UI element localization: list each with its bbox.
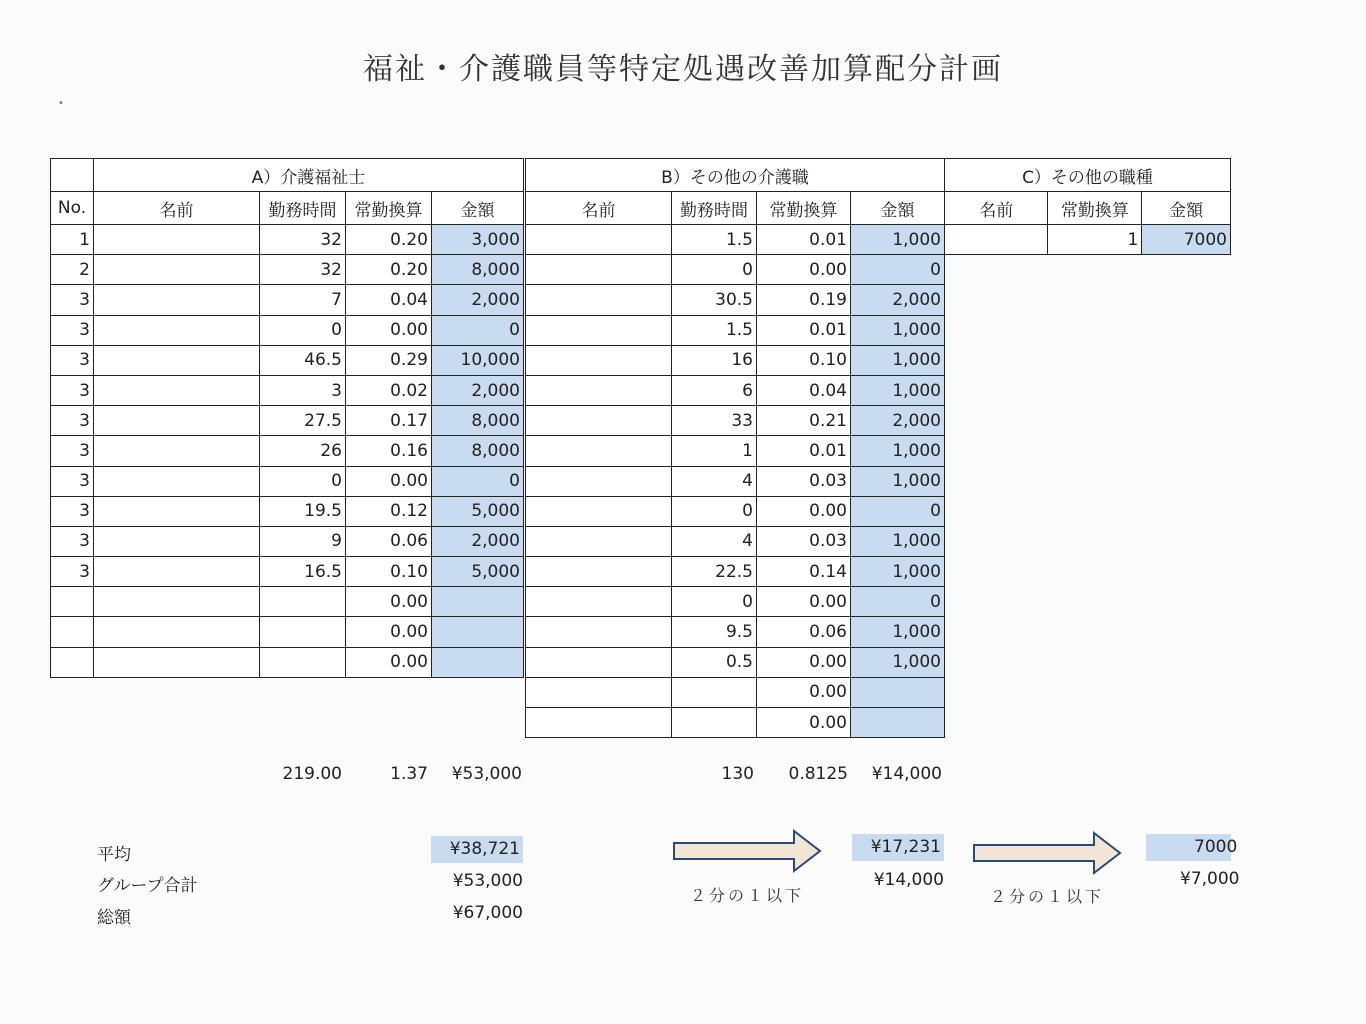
- group-total-label: グループ合計: [97, 876, 198, 896]
- amount-cell: 1,000: [851, 225, 945, 255]
- group-c-header: C）その他の職種: [945, 159, 1231, 192]
- row-no-cell: 3: [51, 466, 94, 496]
- amount-cell: 7000: [1142, 225, 1231, 255]
- group-b-average: ¥17,231: [852, 834, 944, 861]
- name-cell: [526, 466, 672, 496]
- table-row: [51, 315, 524, 345]
- name-cell: [526, 677, 672, 707]
- group-a-total-fte: 1.37: [390, 764, 428, 784]
- rule-ab-note: ２分の１以下: [690, 886, 805, 905]
- name-cell: [94, 315, 260, 345]
- hours-cell: 26: [260, 436, 346, 466]
- hours-cell: 9: [260, 526, 346, 556]
- arrow-right-icon: [672, 828, 824, 874]
- table-row: [51, 255, 524, 285]
- hours-cell: 0: [260, 466, 346, 496]
- col-name-header: 名前: [945, 192, 1048, 225]
- group-a-group-total: ¥53,000: [452, 871, 523, 891]
- group-b-group-total: ¥14,000: [873, 870, 944, 890]
- col-fte-header: 常勤換算: [346, 192, 432, 225]
- amount-cell: 1,000: [851, 436, 945, 466]
- group-c-average: 7000: [1146, 834, 1231, 861]
- table-row: [526, 406, 945, 436]
- table-row: [51, 557, 524, 587]
- fte-cell: 0.20: [346, 225, 432, 255]
- hours-cell: 0: [260, 315, 346, 345]
- name-cell: [94, 466, 260, 496]
- name-cell: [94, 406, 260, 436]
- table-row: [51, 375, 524, 405]
- table-row: [51, 647, 524, 677]
- group-a-table: [50, 158, 524, 678]
- hours-cell: 32: [260, 225, 346, 255]
- row-no-cell: 3: [51, 285, 94, 315]
- hours-cell: 1.5: [672, 315, 757, 345]
- name-cell: [94, 647, 260, 677]
- amount-cell: 1,000: [851, 617, 945, 647]
- amount-cell: 1,000: [851, 557, 945, 587]
- amount-cell: 8,000: [432, 436, 524, 466]
- name-cell: [94, 436, 260, 466]
- fte-cell: 0.12: [346, 496, 432, 526]
- row-no-cell: [51, 647, 94, 677]
- hours-cell: 30.5: [672, 285, 757, 315]
- page-title: 福祉・介護職員等特定処遇改善加算配分計画: [363, 52, 1003, 87]
- table-row: [526, 557, 945, 587]
- fte-cell: 0.00: [757, 255, 851, 285]
- name-cell: [526, 557, 672, 587]
- amount-cell: 2,000: [851, 406, 945, 436]
- table-row: [526, 708, 945, 738]
- hours-cell: 27.5: [260, 406, 346, 436]
- hours-cell: 9.5: [672, 617, 757, 647]
- amount-cell: 0: [851, 496, 945, 526]
- fte-cell: 0.00: [346, 647, 432, 677]
- name-cell: [94, 617, 260, 647]
- table-row: [526, 345, 945, 375]
- hours-cell: 32: [260, 255, 346, 285]
- hours-cell: 4: [672, 466, 757, 496]
- fte-cell: 0.19: [757, 285, 851, 315]
- fte-cell: 0.06: [757, 617, 851, 647]
- hours-cell: 1.5: [672, 225, 757, 255]
- fte-cell: 0.01: [757, 436, 851, 466]
- col-amount-header: 金額: [432, 192, 524, 225]
- hours-cell: 3: [260, 375, 346, 405]
- group-c-table: [944, 158, 1231, 255]
- amount-cell: 2,000: [432, 285, 524, 315]
- name-cell: [94, 225, 260, 255]
- table-row: [526, 436, 945, 466]
- row-no-cell: 3: [51, 345, 94, 375]
- name-cell: [526, 526, 672, 556]
- name-cell: [526, 315, 672, 345]
- name-cell: [94, 587, 260, 617]
- hours-cell: 1: [672, 436, 757, 466]
- group-a-total-hours: 219.00: [282, 764, 342, 784]
- hours-cell: [260, 647, 346, 677]
- group-a-header: A）介護福祉士: [94, 159, 524, 192]
- amount-cell: 3,000: [432, 225, 524, 255]
- name-cell: [526, 406, 672, 436]
- fte-cell: 0.29: [346, 345, 432, 375]
- name-cell: [526, 345, 672, 375]
- row-no-cell: 3: [51, 375, 94, 405]
- rule-bc-note: ２分の１以下: [990, 887, 1105, 906]
- hours-cell: [672, 708, 757, 738]
- fte-cell: 0.10: [346, 557, 432, 587]
- hours-cell: 16: [672, 345, 757, 375]
- name-cell: [94, 255, 260, 285]
- amount-cell: 1,000: [851, 315, 945, 345]
- table-row: [526, 587, 945, 617]
- name-cell: [526, 708, 672, 738]
- fte-cell: 0.20: [346, 255, 432, 285]
- hours-cell: [260, 617, 346, 647]
- corner-cell: [51, 159, 94, 192]
- table-row: [526, 617, 945, 647]
- hours-cell: 33: [672, 406, 757, 436]
- amount-cell: 1,000: [851, 526, 945, 556]
- amount-cell: 1,000: [851, 345, 945, 375]
- amount-cell: [851, 708, 945, 738]
- amount-cell: 5,000: [432, 557, 524, 587]
- amount-cell: 1,000: [851, 647, 945, 677]
- name-cell: [526, 225, 672, 255]
- amount-cell: [432, 647, 524, 677]
- hours-cell: 0: [672, 587, 757, 617]
- group-b-header: B）その他の介護職: [526, 159, 945, 192]
- group-a-total-amount: ¥53,000: [451, 764, 522, 784]
- fte-cell: 0.00: [346, 617, 432, 647]
- fte-cell: 0.00: [757, 708, 851, 738]
- grand-total-label: 総額: [97, 908, 131, 928]
- table-row: [526, 255, 945, 285]
- table-row: [51, 436, 524, 466]
- row-no-cell: [51, 617, 94, 647]
- row-no-cell: 3: [51, 526, 94, 556]
- name-cell: [526, 255, 672, 285]
- name-cell: [94, 557, 260, 587]
- hours-cell: [672, 677, 757, 707]
- amount-cell: 8,000: [432, 406, 524, 436]
- group-a-average: ¥38,721: [431, 836, 523, 863]
- col-amount-header: 金額: [1142, 192, 1231, 225]
- row-no-cell: 3: [51, 406, 94, 436]
- fte-cell: 0.16: [346, 436, 432, 466]
- name-cell: [526, 647, 672, 677]
- fte-cell: 0.02: [346, 375, 432, 405]
- group-b-total-amount: ¥14,000: [871, 764, 942, 784]
- amount-cell: 0: [851, 587, 945, 617]
- table-row: [51, 587, 524, 617]
- hours-cell: 4: [672, 526, 757, 556]
- name-cell: [94, 345, 260, 375]
- hours-cell: 16.5: [260, 557, 346, 587]
- row-no-cell: 3: [51, 436, 94, 466]
- average-label: 平均: [97, 845, 131, 865]
- amount-cell: 2,000: [432, 375, 524, 405]
- amount-cell: [432, 617, 524, 647]
- table-row: [526, 285, 945, 315]
- hours-cell: 7: [260, 285, 346, 315]
- fte-cell: 0.00: [757, 587, 851, 617]
- amount-cell: 2,000: [851, 285, 945, 315]
- name-cell: [526, 375, 672, 405]
- arrow-right-icon: [972, 830, 1124, 876]
- fte-cell: 0.00: [757, 677, 851, 707]
- row-no-cell: 3: [51, 496, 94, 526]
- table-row: [526, 225, 945, 255]
- name-cell: [94, 496, 260, 526]
- col-fte-header: 常勤換算: [1048, 192, 1142, 225]
- fte-cell: 1: [1048, 225, 1142, 255]
- hours-cell: 19.5: [260, 496, 346, 526]
- name-cell: [526, 587, 672, 617]
- col-hours-header: 勤務時間: [260, 192, 346, 225]
- hours-cell: 22.5: [672, 557, 757, 587]
- fte-cell: 0.01: [757, 225, 851, 255]
- fte-cell: 0.01: [757, 315, 851, 345]
- table-row: [51, 617, 524, 647]
- table-row: [526, 466, 945, 496]
- amount-cell: 5,000: [432, 496, 524, 526]
- name-cell: [94, 375, 260, 405]
- table-row: [945, 225, 1231, 255]
- fte-cell: 0.00: [346, 315, 432, 345]
- amount-cell: 8,000: [432, 255, 524, 285]
- col-no-header: No.: [51, 192, 94, 225]
- name-cell: [526, 436, 672, 466]
- row-no-cell: 3: [51, 557, 94, 587]
- name-cell: [526, 285, 672, 315]
- hours-cell: 0: [672, 255, 757, 285]
- group-b-total-fte: 0.8125: [788, 764, 848, 784]
- fte-cell: 0.04: [757, 375, 851, 405]
- col-name-header: 名前: [526, 192, 672, 225]
- fte-cell: 0.00: [346, 587, 432, 617]
- table-row: [51, 406, 524, 436]
- amount-cell: 0: [851, 255, 945, 285]
- amount-cell: 0: [432, 315, 524, 345]
- name-cell: [526, 496, 672, 526]
- row-no-cell: 1: [51, 225, 94, 255]
- grand-total: ¥67,000: [452, 903, 523, 923]
- hours-cell: 0: [672, 496, 757, 526]
- table-row: [51, 496, 524, 526]
- name-cell: [94, 285, 260, 315]
- table-row: [51, 526, 524, 556]
- row-no-cell: 3: [51, 315, 94, 345]
- amount-cell: 2,000: [432, 526, 524, 556]
- name-cell: [526, 617, 672, 647]
- table-row: [51, 466, 524, 496]
- table-row: [526, 647, 945, 677]
- table-row: [526, 315, 945, 345]
- col-name-header: 名前: [94, 192, 260, 225]
- amount-cell: 10,000: [432, 345, 524, 375]
- hours-cell: 0.5: [672, 647, 757, 677]
- fte-cell: 0.04: [346, 285, 432, 315]
- fte-cell: 0.00: [757, 496, 851, 526]
- fte-cell: 0.00: [757, 647, 851, 677]
- fte-cell: 0.17: [346, 406, 432, 436]
- table-row: [526, 677, 945, 707]
- hours-cell: [260, 587, 346, 617]
- fte-cell: 0.10: [757, 345, 851, 375]
- row-no-cell: [51, 587, 94, 617]
- scan-mark: •: [58, 98, 64, 109]
- hours-cell: 46.5: [260, 345, 346, 375]
- amount-cell: 1,000: [851, 466, 945, 496]
- fte-cell: 0.00: [346, 466, 432, 496]
- table-row: [51, 345, 524, 375]
- hours-cell: 6: [672, 375, 757, 405]
- fte-cell: 0.14: [757, 557, 851, 587]
- col-amount-header: 金額: [851, 192, 945, 225]
- table-row: [51, 225, 524, 255]
- fte-cell: 0.21: [757, 406, 851, 436]
- row-no-cell: 2: [51, 255, 94, 285]
- table-row: [526, 375, 945, 405]
- amount-cell: 1,000: [851, 375, 945, 405]
- name-cell: [945, 225, 1048, 255]
- table-row: [51, 285, 524, 315]
- table-row: [526, 526, 945, 556]
- amount-cell: 0: [432, 466, 524, 496]
- fte-cell: 0.03: [757, 466, 851, 496]
- group-b-table: [525, 158, 945, 738]
- amount-cell: [851, 677, 945, 707]
- fte-cell: 0.06: [346, 526, 432, 556]
- col-hours-header: 勤務時間: [672, 192, 757, 225]
- fte-cell: 0.03: [757, 526, 851, 556]
- name-cell: [94, 526, 260, 556]
- amount-cell: [432, 587, 524, 617]
- table-row: [526, 496, 945, 526]
- group-b-total-hours: 130: [721, 764, 754, 784]
- group-c-group-total: ¥7,000: [1180, 869, 1240, 889]
- col-fte-header: 常勤換算: [757, 192, 851, 225]
